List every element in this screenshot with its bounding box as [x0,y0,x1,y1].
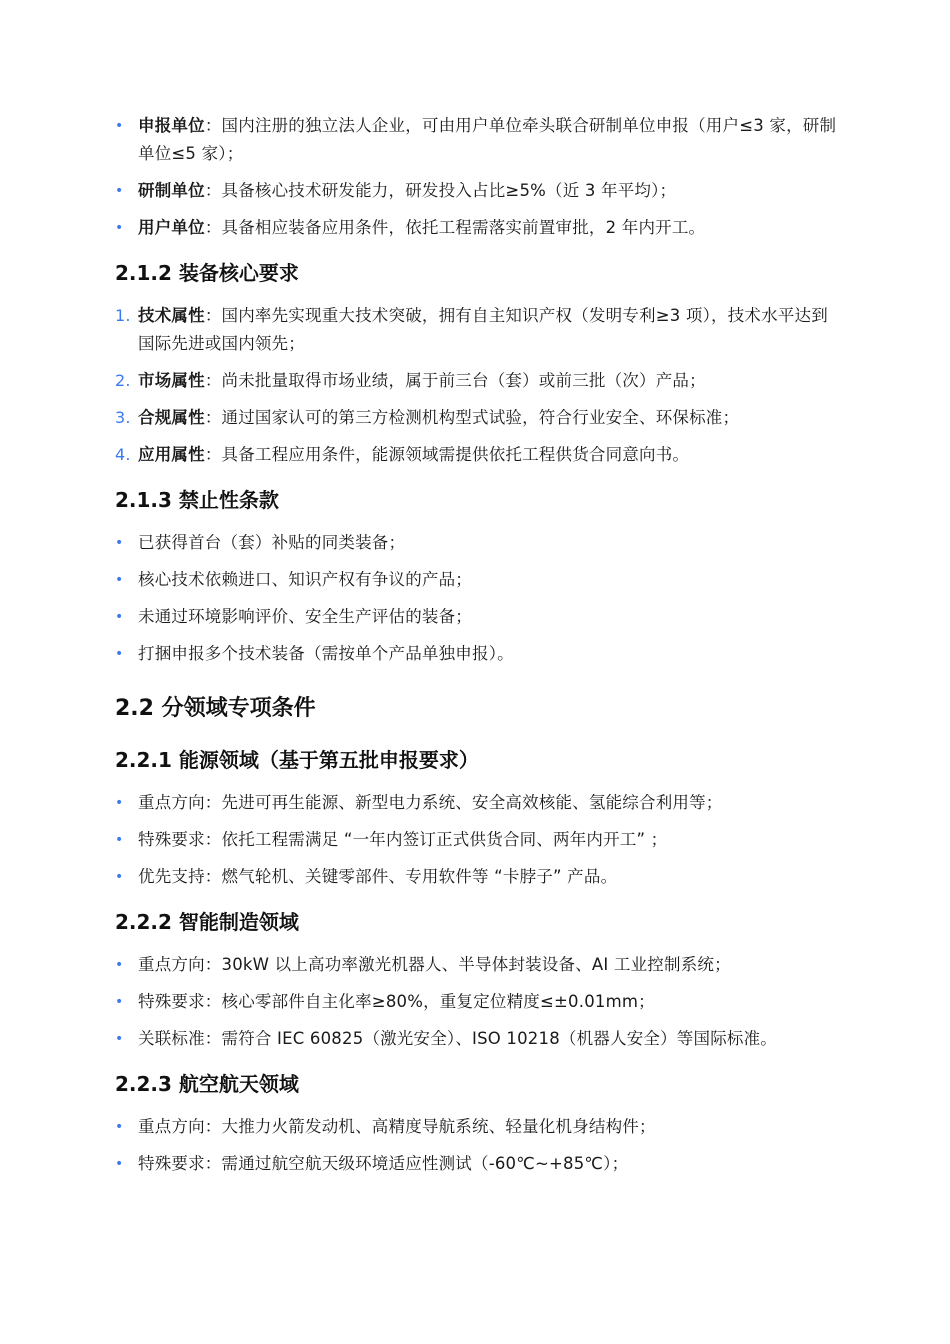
document-page [115,112,840,1187]
list-item: 3. 合规属性：通过国家认可的第三方检测机构型式试验，符合行业安全、环保标准； [115,408,740,427]
list-item: 2. 市场属性：尚未批量取得市场业绩，属于前三台（套）或前三批（次）产品； [115,371,706,390]
list-item: • 关联标准：需符合 IEC 60825（激光安全）、ISO 10218（机器人安全）等国际标准。 [115,1025,840,1053]
applicant-requirements-list [115,112,840,242]
list-item: • 特殊要求：需通过航空航天级环境适应性测试（-60℃~+85℃）； [115,1150,840,1178]
section-heading-2-2-2: 2.2.2 智能制造领域 [115,910,299,934]
list-item: • 用户单位：具备相应装备应用条件，依托工程需落实前置审批，2 年内开工。 [115,214,840,242]
section-heading-2-1-2: 2.1.2 装备核心要求 [115,261,299,285]
section-heading-2-2-1: 2.2.1 能源领域（基于第五批申报要求） [115,748,479,772]
list-item: • 已获得首台（套）补贴的同类装备； [115,529,840,557]
section-heading-2-2: 2.2 分领域专项条件 [115,696,316,721]
energy-domain-list [115,789,840,891]
list-item: • 特殊要求：依托工程需满足 “一年内签订正式供货合同、两年内开工” ； [115,826,840,854]
prohibited-clauses-list [115,529,840,668]
list-item: • 优先支持：燃气轮机、关键零部件、专用软件等 “卡脖子” 产品。 [115,863,840,891]
list-item: • 打捆申报多个技术装备（需按单个产品单独申报）。 [115,640,840,668]
list-item: • 未通过环境影响评价、安全生产评估的装备； [115,603,840,631]
list-item: 4. 应用属性：具备工程应用条件，能源领域需提供依托工程供货合同意向书。 [115,445,690,464]
section-heading-2-1-3: 2.1.3 禁止性条款 [115,488,279,512]
list-item: • 研制单位：具备核心技术研发能力，研发投入占比≥5%（近 3 年平均）； [115,177,840,205]
list-item: 1. 技术属性：国内率先实现重大技术突破，拥有自主知识产权（发明专利≥3 项），技术水平达到国际先进或国内领先； [115,306,828,353]
smart-manufacturing-list [115,951,840,1053]
list-item: • 重点方向：30kW 以上高功率激光机器人、半导体封装设备、AI 工业控制系统； [115,951,840,979]
core-requirements-list [115,302,840,469]
list-item: • 申报单位：国内注册的独立法人企业，可由用户单位牵头联合研制单位申报（用户≤3 家，研制单位≤5 家）； [115,112,840,168]
aerospace-domain-list [115,1113,840,1178]
list-item: • 重点方向：大推力火箭发动机、高精度导航系统、轻量化机身结构件； [115,1113,840,1141]
list-item: • 核心技术依赖进口、知识产权有争议的产品； [115,566,840,594]
list-item: • 重点方向：先进可再生能源、新型电力系统、安全高效核能、氢能综合利用等； [115,789,840,817]
list-item: • 特殊要求：核心零部件自主化率≥80%，重复定位精度≤±0.01mm； [115,988,840,1016]
section-heading-2-2-3: 2.2.3 航空航天领域 [115,1072,299,1096]
